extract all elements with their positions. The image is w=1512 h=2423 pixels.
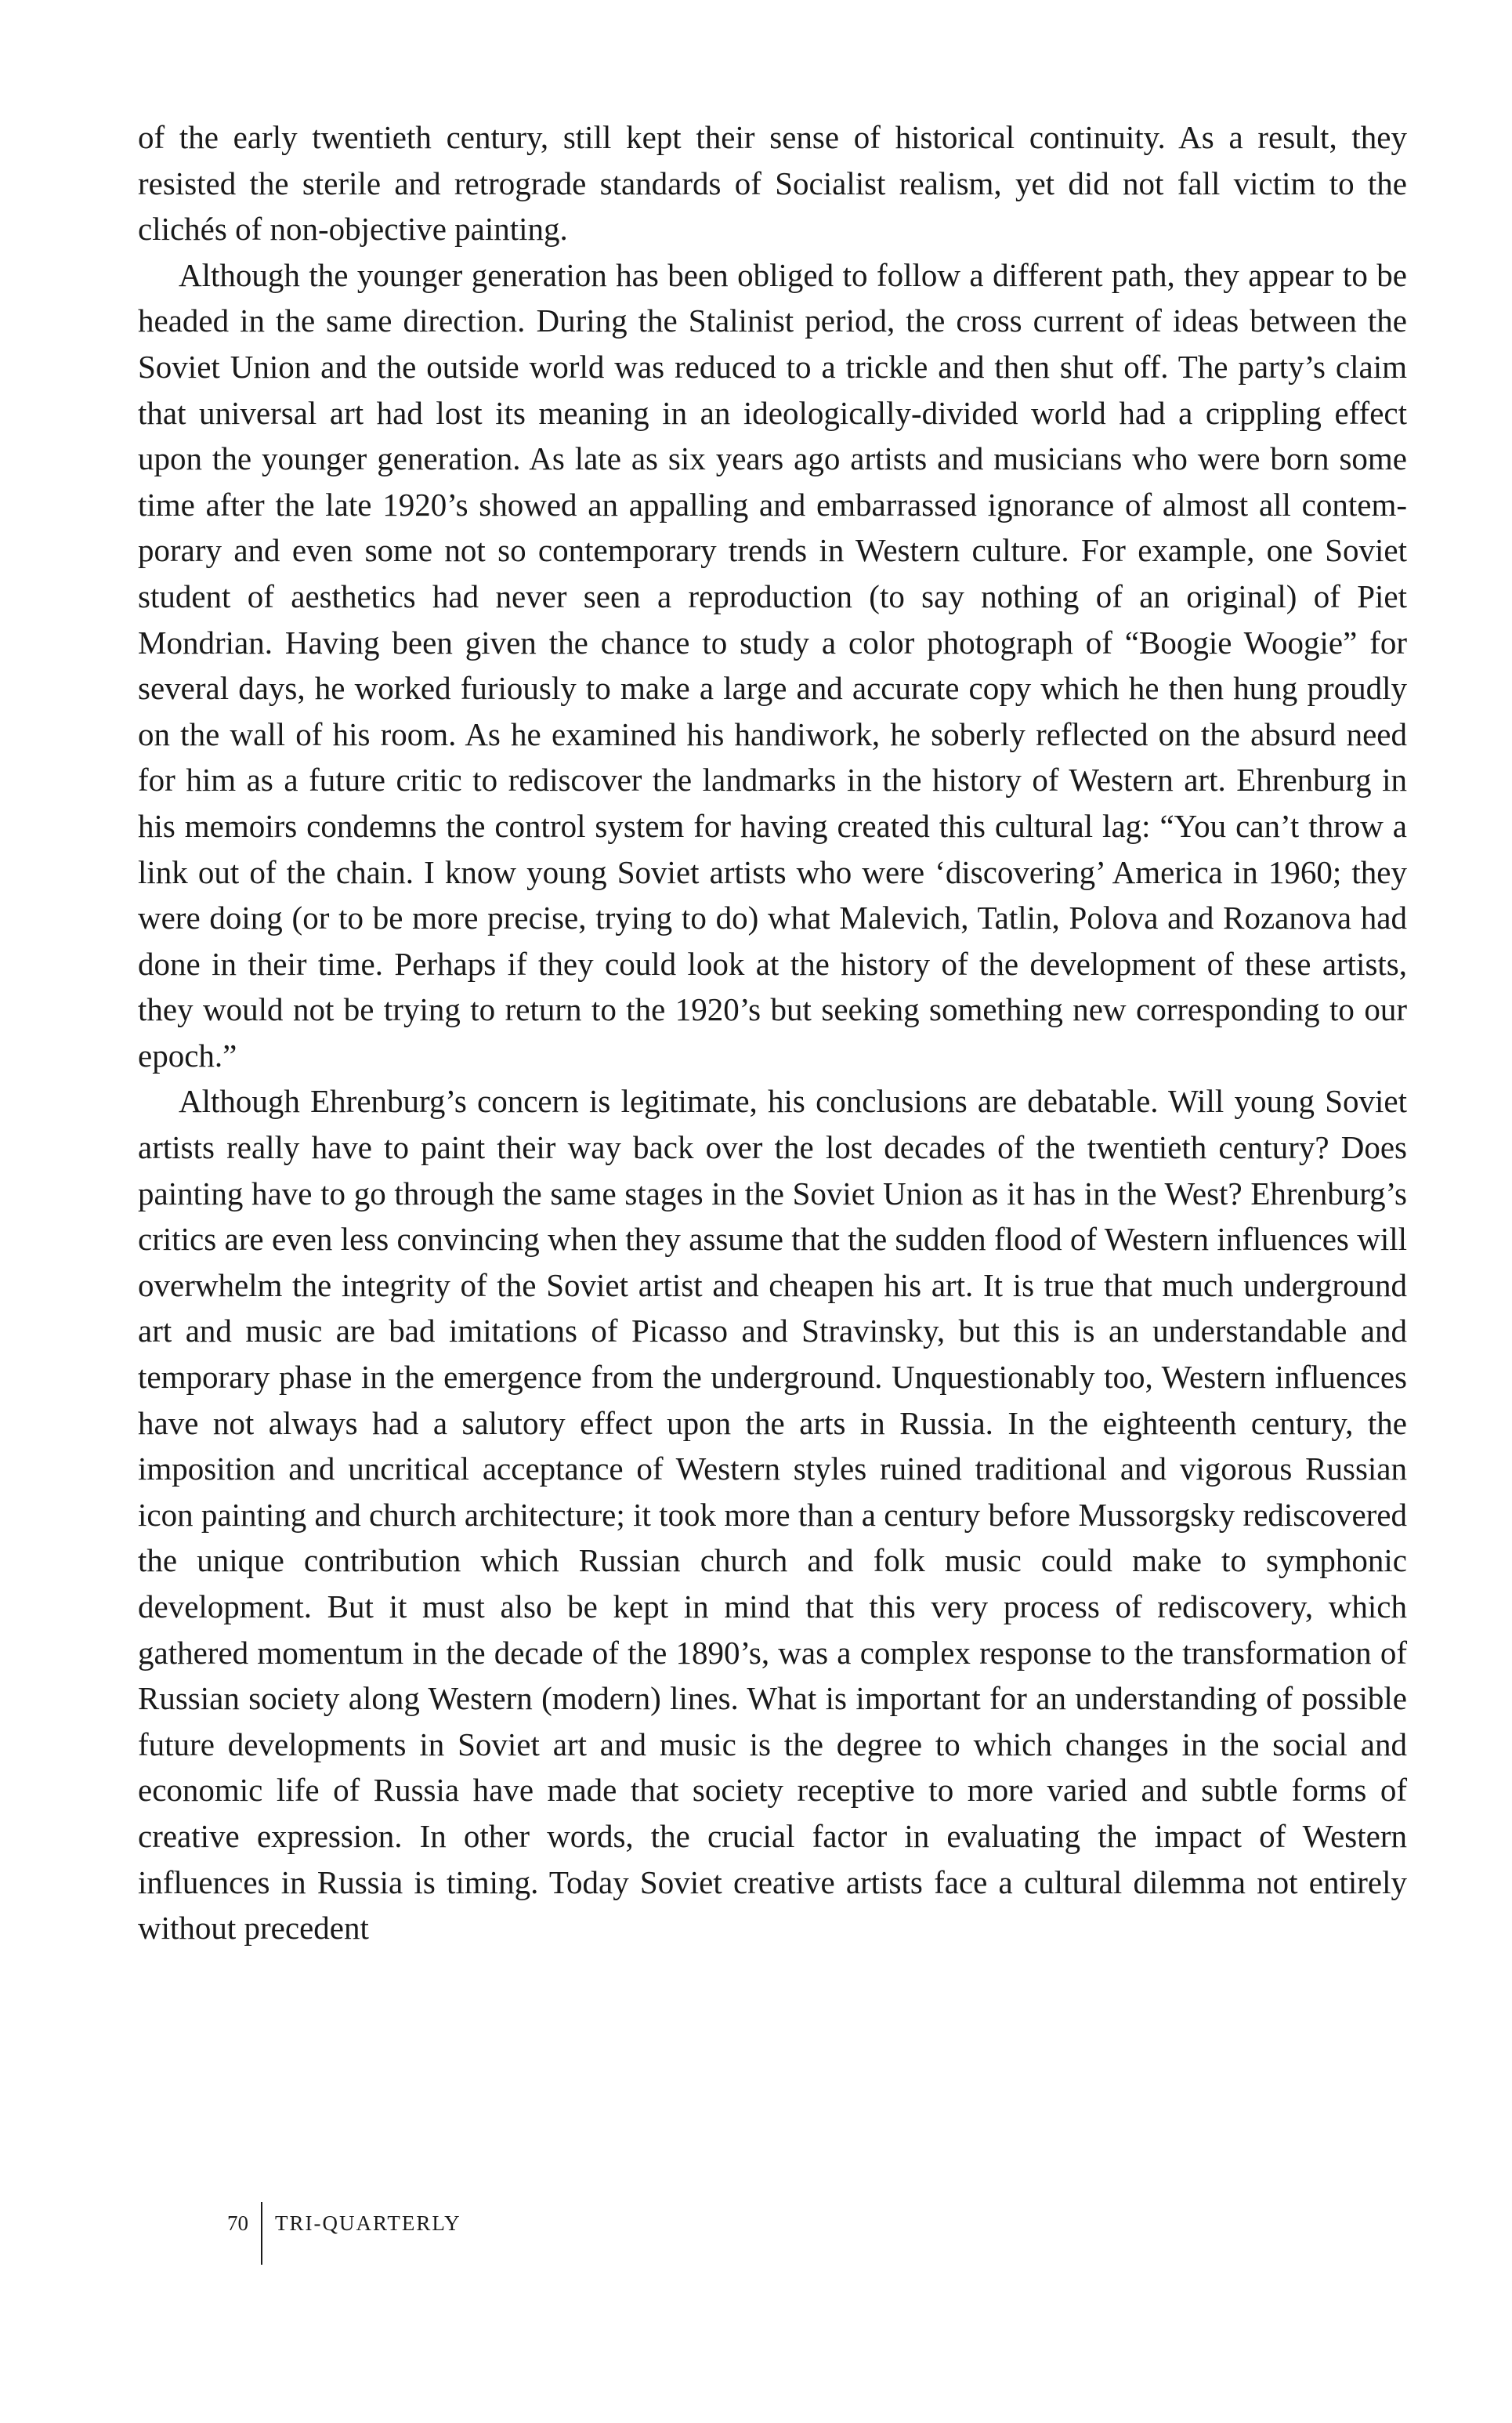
paragraph-younger-generation: Although the younger generation has been obliged to follow a different path, they appear to be headed in the same direction. During the Stalinist period, the cross current of ideas between the Soviet Union and the outside world was reduced to a trickle and then shut off. The party’s claim that universal art had lost its meaning in an ideologically-divided world had a crippling effect upon the younger generation. As late as six years ago artists and musicians who were born some time after the late 1920’s showed an appalling and embarrassed ignorance of almost all contemporary and even some not so contemporary trends in Western culture. For example, one Soviet student of aesthetics had never seen a reproduction (to say nothing of an original) of Piet Mondrian. Having been given the chance to study a color photograph of “Boogie Woogie” for several days, he worked furiously to make a large and accurate copy which he then hung proudly on the wall of his room. As he examined his handiwork, he soberly reflected on the absurd need for him as a future critic to rediscover the landmarks in the history of Western art. Ehrenburg in his memoirs condemns the control system for having created this cultural lag: “You can’t throw a link out of the chain. I know young Soviet artists who were ‘discovering’ America in 1960; they were doing (or to be more precise, trying to do) what Malevich, Tatlin, Polova and Rozanova had done in their time. Perhaps if they could look at the history of the development of these artists, they would not be trying to return to the 1920’s but seeking something new corresponding to our epoch.”	[138, 256, 1407, 1074]
paragraph-continuation: of the early twentieth century, still kept their sense of historical continuity. As a result, they resisted the sterile and retrograde standards of Socialist realism, yet did not fall victim to the clichés of non-objective painting.	[138, 119, 1407, 248]
page-footer	[227, 2208, 461, 2271]
paragraph-ehrenburg-concern: Although Ehrenburg’s concern is legitimate, his conclusions are debatable. Will young Soviet artists really have to paint their way back over the lost decades of the twentieth century? Does painting have to go through the same stages in the Soviet Union as it has in the West? Ehrenburg’s critics are even less convincing when they assume that the sudden flood of Western influences will overwhelm the integrity of the Soviet artist and cheapen his art. It is true that much underground art and music are bad imitations of Picasso and Stravinsky, but this is an understandable and temporary phase in the emergence from the underground. Unquestionably too, Western influences have not always had a salutory effect upon the arts in Russia. In the eighteenth century, the imposition and uncritical acceptance of Western styles ruined traditional and vigorous Russian icon painting and church architecture; it took more than a century before Mussorgsky rediscovered the unique contribution which Russian church and folk music could make to symphonic development. But it must also be kept in mind that this very process of rediscovery, which gathered momentum in the decade of the 1890’s, was a complex response to the transformation of Russian society along Western (modern) lines. What is important for an understanding of possible future developments in Soviet art and music is the degree to which changes in the social and economic life of Russia have made that society receptive to more varied and subtle forms of creative expression. In other words, the crucial factor in evaluating the impact of Western influences in Russia is timing. Today Soviet creative artists face a cultural dilemma not entirely without precedent	[138, 1083, 1407, 1947]
page-body	[138, 114, 1407, 1951]
running-title: TRI-QUARTERLY	[275, 2211, 461, 2235]
page-number: 70	[227, 2211, 248, 2235]
